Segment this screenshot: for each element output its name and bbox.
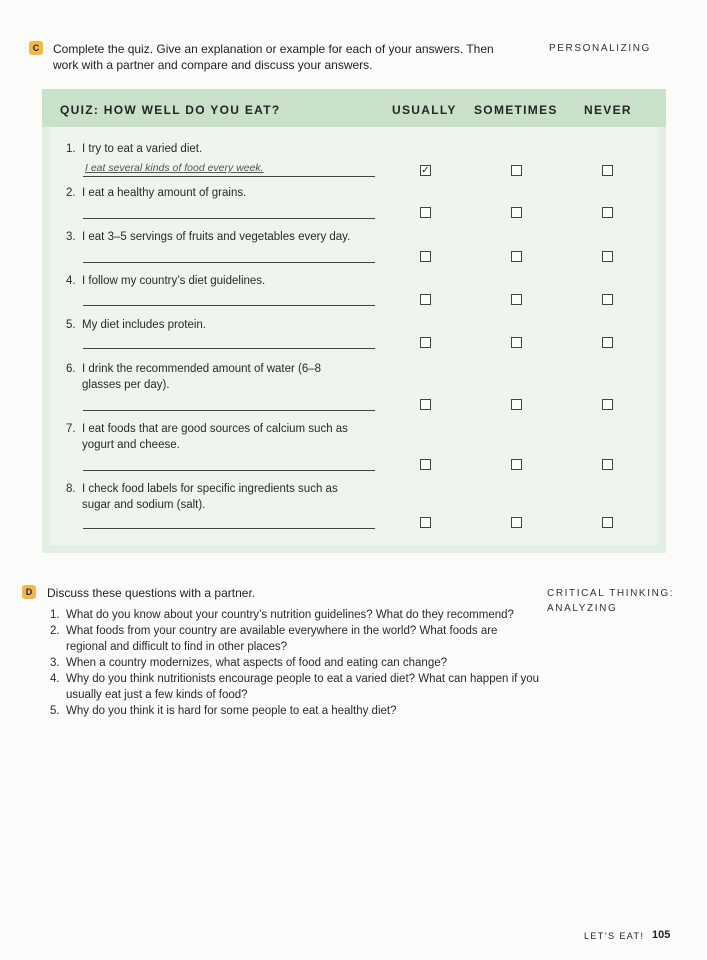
quiz-question-number: 2. [66,187,76,199]
answer-line-8[interactable] [83,528,375,529]
checkbox-never-1[interactable] [602,165,613,176]
checkbox-sometimes-7[interactable] [511,459,522,470]
section-c-badge: C [29,41,43,55]
discussion-question-number: 4. [50,673,60,685]
checkbox-usually-1[interactable] [420,165,431,176]
discussion-question-3 [50,655,540,671]
quiz-question-1 [66,141,366,157]
discussion-questions [50,607,540,719]
quiz-question-number: 8. [66,483,76,495]
discussion-question-5 [50,703,540,719]
discussion-question-text: When a country modernizes, what aspects of food and eating can change? [66,657,448,669]
discussion-question-number: 2. [50,625,60,637]
quiz-question-text: I follow my country’s diet guidelines. [82,275,266,287]
column-usually: USUALLY [392,103,457,117]
quiz-question-text: I check food labels for specific ingredients such as [82,483,338,495]
discussion-question-text: What do you know about your country’s nutrition guidelines? What do they recommend? [66,609,514,621]
quiz-question-number: 4. [66,275,76,287]
chapter-title: LET’S EAT! [584,931,645,941]
checkbox-never-6[interactable] [602,399,613,410]
checkbox-usually-2[interactable] [420,207,431,218]
checkbox-sometimes-2[interactable] [511,207,522,218]
answer-line-3[interactable] [83,262,375,263]
quiz-question-8 [66,481,366,513]
section-d-tag-line1: CRITICAL THINKING: [547,588,675,599]
quiz-question-text: I eat foods that are good sources of calcium such as [82,423,348,435]
discussion-question-number: 5. [50,705,60,717]
checkbox-never-3[interactable] [602,251,613,262]
quiz-question-text-cont: glasses per day). [82,379,170,391]
discussion-question-1 [50,607,540,623]
answer-line-1[interactable] [83,176,375,177]
checkbox-usually-4[interactable] [420,294,431,305]
checkbox-sometimes-8[interactable] [511,517,522,528]
column-never: NEVER [584,103,632,117]
section-d-tag-line2: ANALYZING [547,603,618,614]
quiz-question-3 [66,229,366,245]
checkbox-sometimes-6[interactable] [511,399,522,410]
checkbox-sometimes-1[interactable] [511,165,522,176]
quiz-question-number: 5. [66,319,76,331]
section-c-instruction-line2: work with a partner and compare and discuss your answers. [53,58,373,72]
answer-line-5[interactable] [83,348,375,349]
discussion-question-text: Why do you think nutritionists encourage people to eat a varied diet? What can happen if you usually eat just a few kinds of food? [66,673,540,701]
discussion-question-text: Why do you think it is hard for some people to eat a healthy diet? [66,705,397,717]
answer-text-1: I eat several kinds of food every week. [85,162,264,174]
quiz-question-text: I eat 3–5 servings of fruits and vegetables every day. [82,231,351,243]
quiz-question-number: 3. [66,231,76,243]
section-c-instruction [53,41,533,73]
quiz-question-number: 6. [66,363,76,375]
checkmark-icon: ✓ [421,165,430,176]
checkbox-never-7[interactable] [602,459,613,470]
discussion-question-2 [50,623,540,655]
discussion-question-number: 3. [50,657,60,669]
checkbox-usually-7[interactable] [420,459,431,470]
checkbox-never-4[interactable] [602,294,613,305]
page-number: 105 [652,929,671,941]
section-d-badge: D [22,585,36,599]
checkbox-usually-5[interactable] [420,337,431,348]
quiz-question-text: I eat a healthy amount of grains. [82,187,247,199]
quiz-question-number: 7. [66,423,76,435]
answer-line-7[interactable] [83,470,375,471]
checkbox-never-2[interactable] [602,207,613,218]
checkbox-usually-6[interactable] [420,399,431,410]
answer-line-6[interactable] [83,410,375,411]
quiz-question-text: I try to eat a varied diet. [82,143,203,155]
section-c-tag: PERSONALIZING [549,43,651,54]
quiz-question-7 [66,421,366,453]
quiz-question-text: I drink the recommended amount of water (6–8 [82,363,322,375]
quiz-question-2 [66,185,366,201]
checkbox-never-5[interactable] [602,337,613,348]
checkbox-never-8[interactable] [602,517,613,528]
quiz-title: QUIZ: HOW WELL DO YOU EAT? [60,103,281,117]
section-d-instruction: Discuss these questions with a partner. [47,586,256,600]
section-c-instruction-line1: Complete the quiz. Give an explanation or example for each of your answers. Then [53,42,494,56]
checkbox-usually-3[interactable] [420,251,431,262]
checkbox-sometimes-4[interactable] [511,294,522,305]
quiz-question-4 [66,273,366,289]
quiz-question-6 [66,361,366,393]
discussion-question-4 [50,671,540,703]
column-sometimes: SOMETIMES [474,103,558,117]
quiz-question-text-cont: sugar and sodium (salt). [82,499,206,511]
checkbox-usually-8[interactable] [420,517,431,528]
quiz-question-text: My diet includes protein. [82,319,207,331]
quiz-question-5 [66,317,366,333]
checkbox-sometimes-3[interactable] [511,251,522,262]
answer-line-4[interactable] [83,305,375,306]
quiz-question-text-cont: yogurt and cheese. [82,439,180,451]
discussion-question-number: 1. [50,609,60,621]
discussion-question-text: What foods from your country are available everywhere in the world? What foods are regional and difficult to find in other places? [66,625,498,653]
answer-line-2[interactable] [83,218,375,219]
quiz-question-number: 1. [66,143,76,155]
section-d-tag [547,586,674,616]
checkbox-sometimes-5[interactable] [511,337,522,348]
